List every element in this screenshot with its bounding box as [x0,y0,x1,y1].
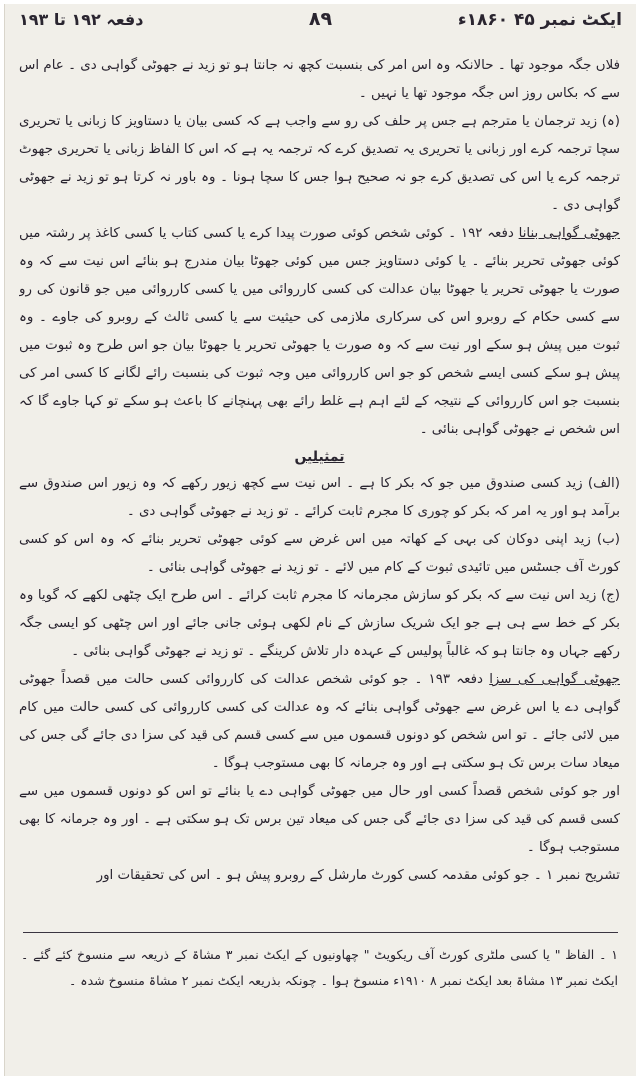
paragraph-1: فلاں جگہ موجود تھا ۔ حالانکہ وہ اس امر کی بنسبت کچھ نہ جانتا ہو تو زید نے جھوٹی گواہی دی ۔ عام اس سے کہ بکاس روز اس جگہ موجود تھا یا نہیں ۔ [19,58,620,101]
section-range: دفعہ ۱۹۲ تا ۱۹۳ [19,10,144,29]
section-192-heading: جھوٹی گواہی بنانا [518,226,620,241]
paragraph-2: (ہ) زید ترجمان یا مترجم ہے جس پر حلف کی رو سے واجب ہے کہ کسی بیان یا دستاویز کا زبانی یا تحریری سچا ترجمہ کرے اور زبانی یا تحریری یہ تصدیق کرے کہ ترجمہ یہ ہے کہ اس کا الفاظ زبانی یا تحریری جھوٹ ترجمہ کرے یا اس کی تصدیق کرے جو نہ صحیح ہوا جس کا سچا ہونا ۔ وہ باور نہ کرتا ہو تو زید نے جھوٹی گواہی دی ۔ [19,114,620,213]
section-192-paragraph [19,220,620,444]
page-number: ۸۹ [308,8,333,30]
illustration-b: (ب) زید اپنی دوکان کی بہی کے کھاتہ میں اس غرض سے کوئی جھوٹی تحریر بنائے کہ وہ اس کو کسی کورٹ آف جسٹس میں تائیدی ثبوت کے کام میں لائے ۔ تو زید نے جھوٹی گواہی بنائی ۔ [19,532,620,575]
illustrations-heading: تمثیلیں [294,449,345,465]
section-193-heading: جھوٹی گواہی کی سزا [489,672,620,687]
footnote-divider [23,932,618,933]
section-193-text: دفعہ ۱۹۳ ۔ جو کوئی شخص عدالت کی کارروائی کسی حالت میں قصداً جھوٹی گواہی دے یا اس غرض سے جھوٹی گواہی بنائے کہ وہ عدالت کی کسی کارروائی کی کسی حالت میں کام میں لائی جائے ۔ تو اس شخص کو دونوں قسموں میں سے کسی قسم کی قید کی سزا دی جائے گی جس کی میعاد سات برس تک ہو سکتی ہے اور وہ جرمانہ کا بھی مستوجب ہوگا ۔ [19,672,620,771]
section-192-text: دفعہ ۱۹۲ ۔ کوئی شخص کوئی صورت پیدا کرے یا کسی کتاب یا کسی کاغذ پر رشتہ میں کوئی جھوٹی تحریر بنائے ۔ یا کوئی دستاویز جس میں کوئی جھوٹا بیان مندرج ہو بنائے اس نیت سے کہ وہ صورت یا جھوٹی تحریر یا جھوٹا بیان عدالت کی کسی کارروائی میں یا کسی کارروائی میں جو قانون کی رو سے کسی حکام کے روبرو اس کی سرکاری ملازمی کی حیثیت سے یا کسی ثالث کے روبرو کی جاوے ۔ وہ ثبوت میں پیش ہو سکے اور نیت سے کہ وہ صورت یا جھوٹی تحریر یا جھوٹا بیان جو اس طرح وہ ثبوت میں پیش ہو سکے کسی ایسے شخص کو جو اس کارروائی میں وجہ ثبوت کی بنسبت رائے لگانے کا کسی امر کی بنسبت جو اس کارروائی کے نتیجہ کے لئے اہم ہے غلط رائے بھی پہنچانے کا باعث ہو سکے تو کہا جاوے گا کہ اس شخص نے جھوٹی گواہی بنائی ۔ [19,226,620,437]
explanation-1: تشریح نمبر ۱ ۔ جو کوئی مقدمہ کسی کورٹ مارشل کے روبرو پیش ہو ۔ اس کی تحقیقات اور [96,868,620,883]
document-page [4,4,636,1076]
page-header [5,4,636,38]
footnote: ۱ ۔ الفاظ " یا کسی ملٹری کورٹ آف ریکویٹ " چھاونیوں کے ایکٹ نمبر ۳ مشاۃ کے ذریعہ سے منسوخ کئے گئے ۔ ایکٹ نمبر ۱۳ مشاۃ بعد ایکٹ نمبر ۸ ۱۹۱۰ء منسوخ ہوا ۔ چونکہ بذریعہ ایکٹ نمبر ۲ مشاۃ منسوخ شدہ ۔ [21,947,618,988]
paragraph-punishment-other: اور جو کوئی شخص قصداً کسی اور حال میں جھوٹی گواہی دے یا بنائے تو اس کو دونوں قسموں میں سے کسی قسم کی قید کی سزا دی جائے گی جس کی میعاد تین برس تک ہو سکتی ہے ۔ اور وہ جرمانہ کا بھی مستوجب ہوگا ۔ [19,784,620,855]
page-body [19,52,620,912]
illustration-a: (الف) زید کسی صندوق میں جو کہ بکر کا ہے ۔ اس نیت سے کچھ زیور رکھے کہ وہ زیور اس صندوق سے برآمد ہو اور یہ امر کہ بکر کو چوری کا مجرم ثابت کرائے ۔ تو زید نے جھوٹی گواہی دی ۔ [19,476,620,519]
illustration-c: (ج) زید اس نیت سے کہ بکر کو سازش مجرمانہ کا مجرم ثابت کرائے ۔ اس طرح ایک چٹھی لکھے کہ گویا وہ بکر کے خط سے ہی ہے جو ایک شریک سازش کے نام لکھی ہوئی جانی جائے اور اس چٹھی کو ایسی جگہ رکھے جہاں وہ جانتا ہو کہ غالباً پولیس کے عہدہ دار تلاش کرینگے ۔ تو زید نے جھوٹی گواہی بنائی ۔ [19,588,620,659]
section-193-paragraph [19,666,620,778]
act-title: ایکٹ نمبر ۴۵ ۱۸۶۰ء [457,10,622,30]
